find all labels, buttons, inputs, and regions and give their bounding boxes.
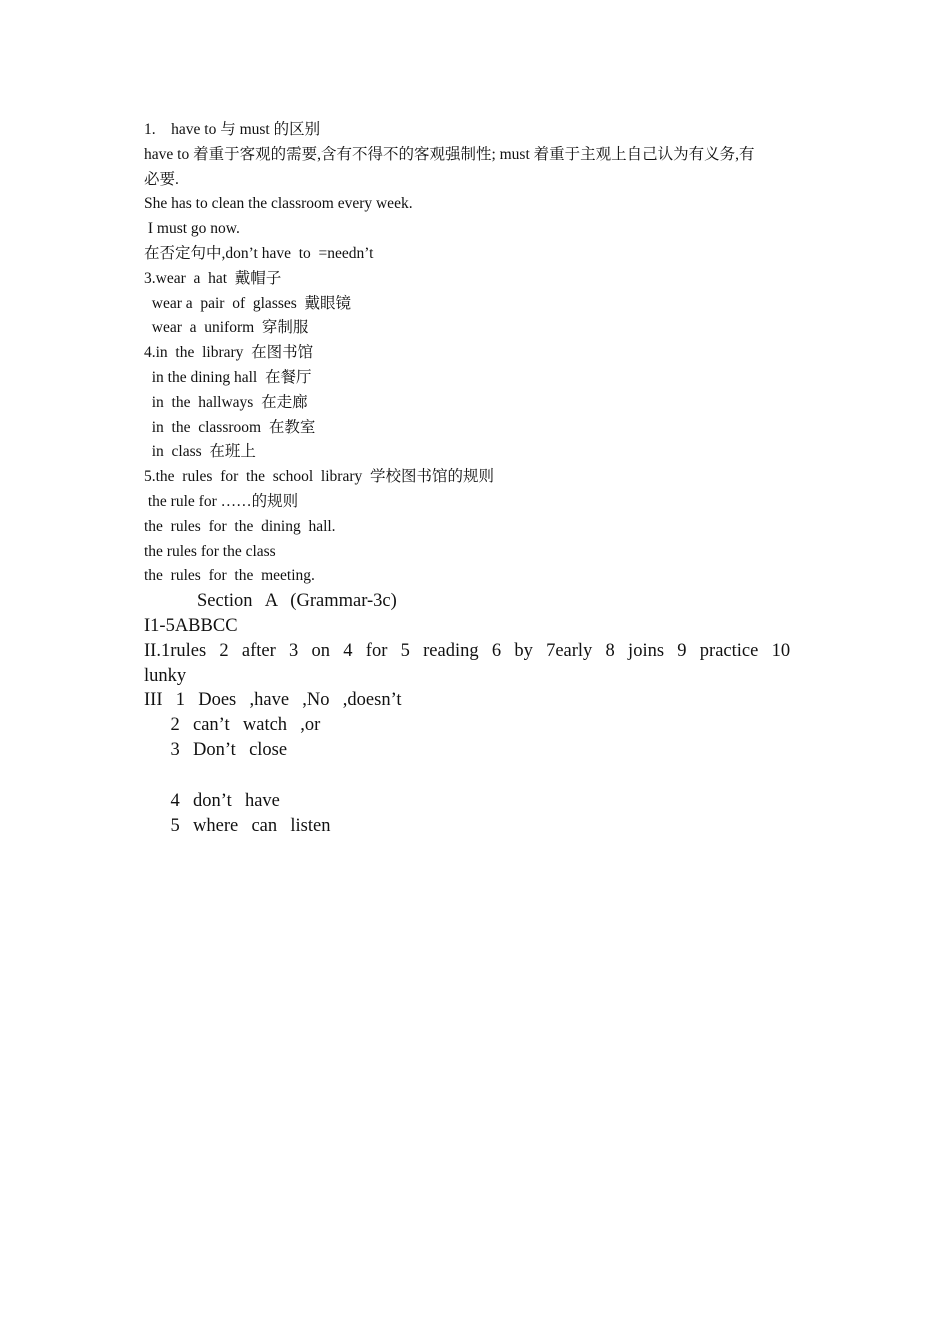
- answer-line: 5 where can listen: [144, 815, 331, 836]
- text-line: 在否定句中,don’t have to =needn’t: [144, 244, 374, 262]
- text-line: 3.wear a hat 戴帽子: [144, 269, 282, 287]
- text-line: 5.the rules for the school library 学校图书馆的规则: [144, 468, 494, 486]
- text-line: in the classroom 在教室: [144, 418, 316, 436]
- text-line: in the dining hall 在餐厅: [144, 368, 312, 386]
- text-line: 4.in the library 在图书馆: [144, 344, 314, 362]
- answer-line: 4 don’t have: [144, 790, 280, 811]
- text-line: in class 在班上: [144, 443, 256, 461]
- text-line: wear a uniform 穿制服: [144, 319, 309, 337]
- text-line: in the hallways 在走廊: [144, 393, 308, 411]
- section-heading: Section A (Grammar-3c): [144, 591, 397, 612]
- document-body: [144, 118, 814, 838]
- text-line: She has to clean the classroom every week.: [144, 195, 413, 213]
- answer-line: 3 Don’t close: [144, 739, 288, 760]
- text-line: the rules for the class: [144, 542, 276, 560]
- text-line: the rules for the dining hall.: [144, 517, 336, 535]
- text-line: 1. have to 与 must 的区别: [144, 121, 321, 138]
- blank-gap: [144, 763, 814, 789]
- answer-line: II.1rules 2 after 3 on 4 for 5 reading 6 by 7early 8 joins 9 practice 10 lunky: [144, 640, 804, 686]
- text-line: the rules for the meeting.: [144, 567, 315, 585]
- text-line: 必要.: [144, 170, 179, 188]
- answer-line: 2 can’t watch ,or: [144, 715, 321, 736]
- text-line: the rule for ……的规则: [144, 492, 299, 510]
- text-line: I must go now.: [144, 220, 240, 238]
- answer-line: III 1 Does ,have ,No ,doesn’t: [144, 690, 402, 711]
- answer-line: I1-5ABBCC: [144, 615, 238, 636]
- text-line: have to 着重于客观的需要,含有不得不的客观强制性; must 着重于主观上自己认为有义务,有: [144, 145, 755, 163]
- text-line: wear a pair of glasses 戴眼镜: [144, 294, 352, 312]
